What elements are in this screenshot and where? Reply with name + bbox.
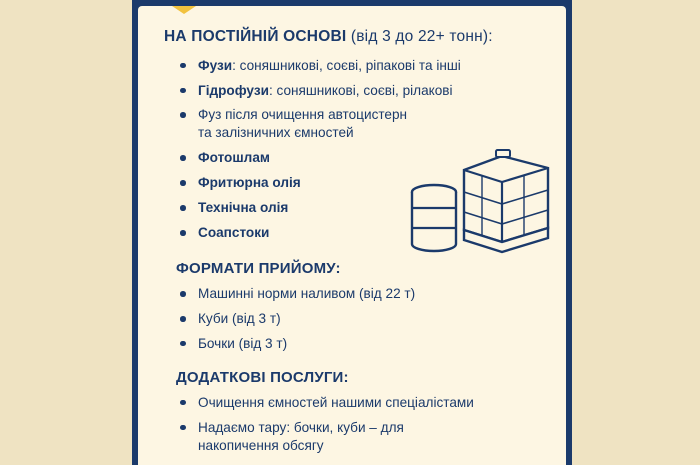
list-item: [178, 394, 544, 412]
list-item-text: Надаємо тару: бочки, куби – для: [198, 419, 404, 435]
extra-services-section-title: ДОДАТКОВІ ПОСЛУГИ:: [176, 368, 349, 386]
list-item: [178, 106, 544, 142]
list-item-bold: Фотошлам: [198, 150, 270, 166]
list-item-text: Бочки (від 3 т): [198, 335, 288, 351]
main-section-title: [164, 28, 544, 47]
list-item: [178, 57, 544, 75]
list-item-text: Куби (від 3 т): [198, 311, 281, 327]
ribbon-decoration-icon: [162, 6, 206, 22]
ibc-tank-icon: [464, 150, 548, 252]
formats-section: [164, 260, 544, 353]
list-item-line2: накопичення обсягу: [198, 437, 324, 453]
extra-services-items-list: [164, 394, 544, 455]
page-background-right: [572, 0, 700, 465]
list-item-text: Очищення ємностей нашими спеціалістами: [198, 394, 474, 410]
list-item: [178, 310, 544, 328]
formats-section-title: ФОРМАТИ ПРИЙОМУ:: [176, 260, 341, 278]
list-item-rest: : соняшникові, соєві, рілакові: [268, 82, 453, 98]
containers-illustration-icon: [402, 148, 550, 266]
main-section-title-bold: НА ПОСТІЙНІЙ ОСНОВІ: [164, 28, 347, 45]
list-item-rest: Фуз після очищення автоцистерн: [198, 107, 408, 123]
formats-items-list: [164, 285, 544, 353]
drum-icon: [412, 185, 456, 251]
extra-services-section: [164, 369, 544, 455]
list-item: [178, 335, 544, 353]
list-item: [178, 285, 544, 303]
list-item-bold: Фузи: [198, 57, 233, 73]
poster-card-body: [138, 6, 566, 465]
page-background-left: [0, 0, 132, 465]
list-item-text: Машинні норми наливом (від 22 т): [198, 286, 416, 302]
poster-card-frame: [132, 0, 572, 465]
list-item: [178, 419, 544, 455]
main-section-title-note: (від 3 до 22+ тонн):: [346, 28, 493, 45]
list-item-bold: Гідрофузи: [198, 82, 269, 98]
list-item-bold: Соапстоки: [198, 225, 270, 241]
list-item: [178, 82, 544, 100]
list-item-rest: : соняшникові, соєві, ріпакові та інші: [232, 57, 461, 73]
list-item-bold: Технічна олія: [198, 200, 289, 216]
list-item-bold: Фритюрна олія: [198, 175, 301, 191]
list-item-line2: та залізничних ємностей: [198, 125, 354, 141]
